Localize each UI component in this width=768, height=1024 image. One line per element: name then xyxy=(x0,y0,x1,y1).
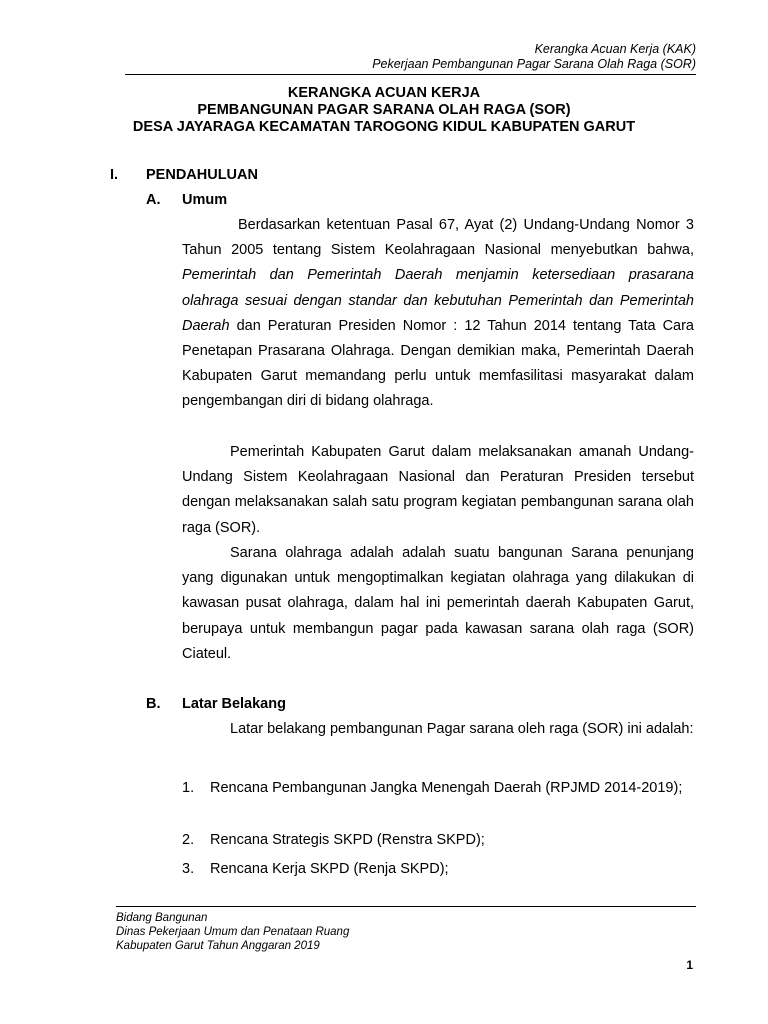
running-header xyxy=(372,42,696,72)
paragraph-latar-intro: Latar belakang pembangunan Pagar sarana oleh raga (SOR) ini adalah: xyxy=(230,721,694,737)
title-line-2: PEMBANGUNAN PAGAR SARANA OLAH RAGA (SOR) xyxy=(197,102,571,118)
list-text: Rencana Pembangunan Jangka Menengah Daerah (RPJMD 2014-2019); xyxy=(210,780,683,796)
paragraph-italic-quote: Pemerintah dan Pemerintah Daerah menjamin ketersediaan prasarana olahraga sesuai dengan standar dan kebutuhan Pemerintah dan Pemerintah Daerah xyxy=(182,267,694,334)
footer-agency: Dinas Pekerjaan Umum dan Penataan Ruang xyxy=(116,926,350,938)
list-number: 3. xyxy=(182,861,195,877)
page-number: 1 xyxy=(686,958,693,972)
subsection-number: B. xyxy=(146,696,161,712)
list-number: 1. xyxy=(182,780,195,796)
title-line-3: DESA JAYARAGA KECAMATAN TAROGONG KIDUL KABUPATEN GARUT xyxy=(132,119,636,135)
footer-year: Kabupaten Garut Tahun Anggaran 2019 xyxy=(116,940,320,952)
subsection-number: A. xyxy=(146,192,161,208)
document-title xyxy=(0,85,768,136)
list-text: Rencana Kerja SKPD (Renja SKPD); xyxy=(210,861,449,877)
list-item xyxy=(182,828,694,853)
paragraph-umum-2: Pemerintah Kabupaten Garut dalam melaksanakan amanah Undang- Undang Sistem Keolahragaan Nasional dan Peraturan Presiden tersebut dengan melaksanakan salah satu program kegiatan pembangunan sarana olah raga (SOR). xyxy=(182,444,694,536)
title-line-1: KERANGKA ACUAN KERJA xyxy=(287,85,481,101)
list-number: 2. xyxy=(182,832,195,848)
subsection-title: Umum xyxy=(182,192,228,208)
subsection-title: Latar Belakang xyxy=(182,696,286,712)
paragraph-text: dan Peraturan Presiden Nomor : 12 Tahun 2014 tentang Tata Cara Penetapan Prasarana Olahraga. Dengan demikian maka, Pemerintah Daerah Kabupaten Garut memandang perlu untuk memfasilitasi masyarakat dalam pengembangan diri di bidang olahraga. xyxy=(182,317,694,410)
list-item xyxy=(182,857,694,882)
paragraph-umum-3: Sarana olahraga adalah adalah suatu bangunan Sarana penunjang yang digunakan untuk mengoptimalkan kegiatan olahraga yang dilakukan di kawasan pusat olahraga, dalam hal ini pemerintah daerah Kabupaten Garut, berupaya untuk membangun pagar pada kawasan sarana olah raga (SOR) Ciateul. xyxy=(182,545,694,662)
header-divider xyxy=(125,74,696,75)
paragraph-umum-1 xyxy=(182,213,694,415)
header-doc-type: Kerangka Acuan Kerja (KAK) xyxy=(534,42,696,56)
section-title: PENDAHULUAN xyxy=(146,167,258,183)
paragraph-text: Berdasarkan ketentuan Pasal 67, Ayat (2) Undang-Undang Nomor 3 Tahun 2005 tentang Sistem Keolahragaan Nasional menyebutkan bahwa, xyxy=(182,217,694,259)
header-project: Pekerjaan Pembangunan Pagar Sarana Olah Raga (SOR) xyxy=(372,57,696,71)
section-number: I. xyxy=(110,167,119,183)
page-footer xyxy=(116,911,349,953)
footer-divider xyxy=(116,906,696,907)
list-text: Rencana Strategis SKPD (Renstra SKPD); xyxy=(210,832,485,848)
footer-department: Bidang Bangunan xyxy=(116,912,208,924)
list-item xyxy=(182,776,694,801)
